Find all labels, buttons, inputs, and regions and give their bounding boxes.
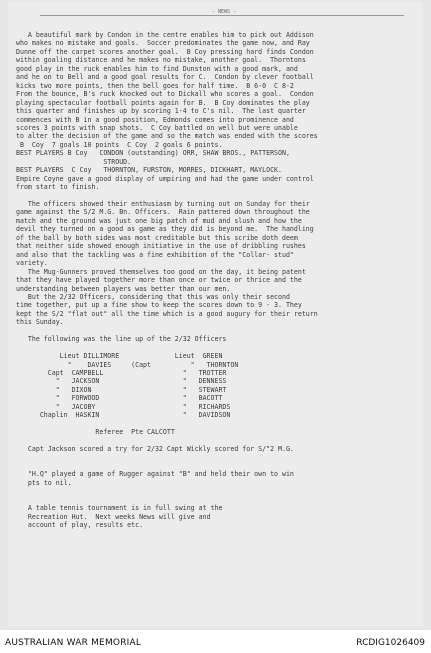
document-line: A beautiful mark by Condon in the centre enables him to pick out Addison	[16, 31, 314, 39]
document-line: and he on to Bell and a good goal results for C. Condon by clever football	[16, 73, 314, 82]
document-line: "H.Q" played a game of Rugger against "B" and held their own to win	[16, 470, 294, 479]
footer-id: RCDIG1026409	[356, 638, 425, 648]
document-line: The officers showed their enthusiasm by turning out on Sunday for their	[16, 200, 310, 208]
document-line: " JACKSON " DENNESS	[16, 377, 227, 386]
document-line: The following was the line up of the 2/32 Officers	[16, 335, 227, 344]
document-line: BEST PLAYERS C Coy THORNTON, FURSTON, MORRES, DICKHART, MAYLOCK.	[16, 166, 282, 175]
document-line: of the ball by both sides was most creditable but this scribe doth deem	[16, 233, 298, 242]
document-line: But the 2/32 Officers, considering that this was only their second	[16, 292, 290, 301]
document-line: who makes no mistake and goals. Soccer predominates the game now, and Ray	[16, 39, 310, 48]
document-line: Capt CAMPBELL " TROTTER	[16, 369, 227, 377]
document-line: " DAVIES (Capt " THORNTON	[16, 360, 239, 369]
document-line: this Sunday.	[16, 318, 64, 327]
document-line: time together, put up a fine show to keep the scores down to 9 - 3. They	[16, 301, 302, 310]
document-line: Lieut DILLIMORE Lieut GREEN	[16, 352, 223, 361]
document-line: pts to nil.	[16, 478, 72, 487]
document-line: The Mug-Gunners proved themselves too good on the day, it being patent	[16, 267, 306, 276]
document-line: understanding between players was better than our men.	[16, 284, 231, 293]
document-line: commences with B in a good position, Edmonds comes into prominence and	[16, 115, 294, 124]
document-line: Empire Coyne gave a good display of umpiring and had the game under control	[16, 174, 314, 183]
document-line: that they have played together more than once or twice or thrice and the	[16, 276, 302, 285]
header-rule	[40, 15, 404, 16]
document-line: " FORWOOD " BACOTT	[16, 394, 223, 403]
document-line: Capt Jackson scored a try for 2/32 Capt Wickly scored for S/"2 M.G.	[16, 445, 294, 454]
document-line: from start to finish.	[16, 183, 100, 192]
header-label: - NEWS -	[208, 9, 240, 15]
document-line: From the bounce, B's ruck knocked out to Dickall who scores a goal. Condon	[16, 90, 314, 99]
footer-source: AUSTRALIAN WAR MEMORIAL	[5, 638, 142, 648]
document-line: BEST PLAYERS B Coy CONDON (outstanding) ORR, SHAW BROS., PATTERSON,	[16, 149, 290, 158]
document-line: playing spectacular football points again for B. B Coy dominates the play	[16, 98, 310, 107]
document-line: kicks two more points, then the bell goes for half time. B 6-0 C 8-2	[16, 81, 294, 90]
document-page	[8, 2, 422, 626]
document-line: game against the S/2 M.G. Bn. Officers. Rain pattered down throughout the	[16, 208, 310, 217]
document-line: and also that the tackling was a fine exhibition of the "Collar- stud"	[16, 250, 294, 259]
document-line: Referee Pte CALCOTT	[16, 428, 175, 437]
document-line: devil they turned on a good as game as they did is beyond me. The handling	[16, 225, 314, 234]
document-line: A table tennis tournament is in full swing at the	[16, 504, 223, 513]
document-line: B Coy 7 goals 10 points C Coy 2 goals 6 points.	[16, 140, 223, 149]
document-line: within goaling distance and he makes no mistake, another goal. Thorntons	[16, 56, 306, 65]
document-line: Chaplin HASKIN " DAVIDSON	[16, 411, 231, 420]
document-line: STROUD.	[16, 157, 132, 166]
document-line: " DIXON " STEWART	[16, 385, 227, 394]
footer-bar	[0, 630, 431, 653]
document-line: kept the S/2 "flat out" all the time which is a good augury for their return	[16, 309, 318, 318]
document-line: to alter the decision of the game and so the match was ended with the scores	[16, 132, 318, 141]
document-line: that neither side showed enough initiative in the use of dribbling rushes	[16, 242, 306, 251]
document-line: " JACOBY " RICHARDS	[16, 402, 231, 411]
document-line: scores 3 points with snap shots. C Coy battled on well but were unable	[16, 123, 298, 132]
document-line: variety.	[16, 259, 48, 268]
document-line: good play in the ruck enables him to find Dunston with a good mark, and	[16, 64, 298, 73]
document-line: match and the ground was just one big patch of mud and slush and how the	[16, 216, 302, 225]
document-line: this quarter and finishes up by scoring 1-4 to C's nil. The last quarter	[16, 107, 306, 116]
document-line: Dunne off the carpet scores another goal. B Coy pressing hard finds Condon	[16, 47, 314, 56]
document-line: account of play, results etc.	[16, 521, 144, 530]
document-line: Recreation Hut. Next weeks News will give and	[16, 512, 211, 521]
